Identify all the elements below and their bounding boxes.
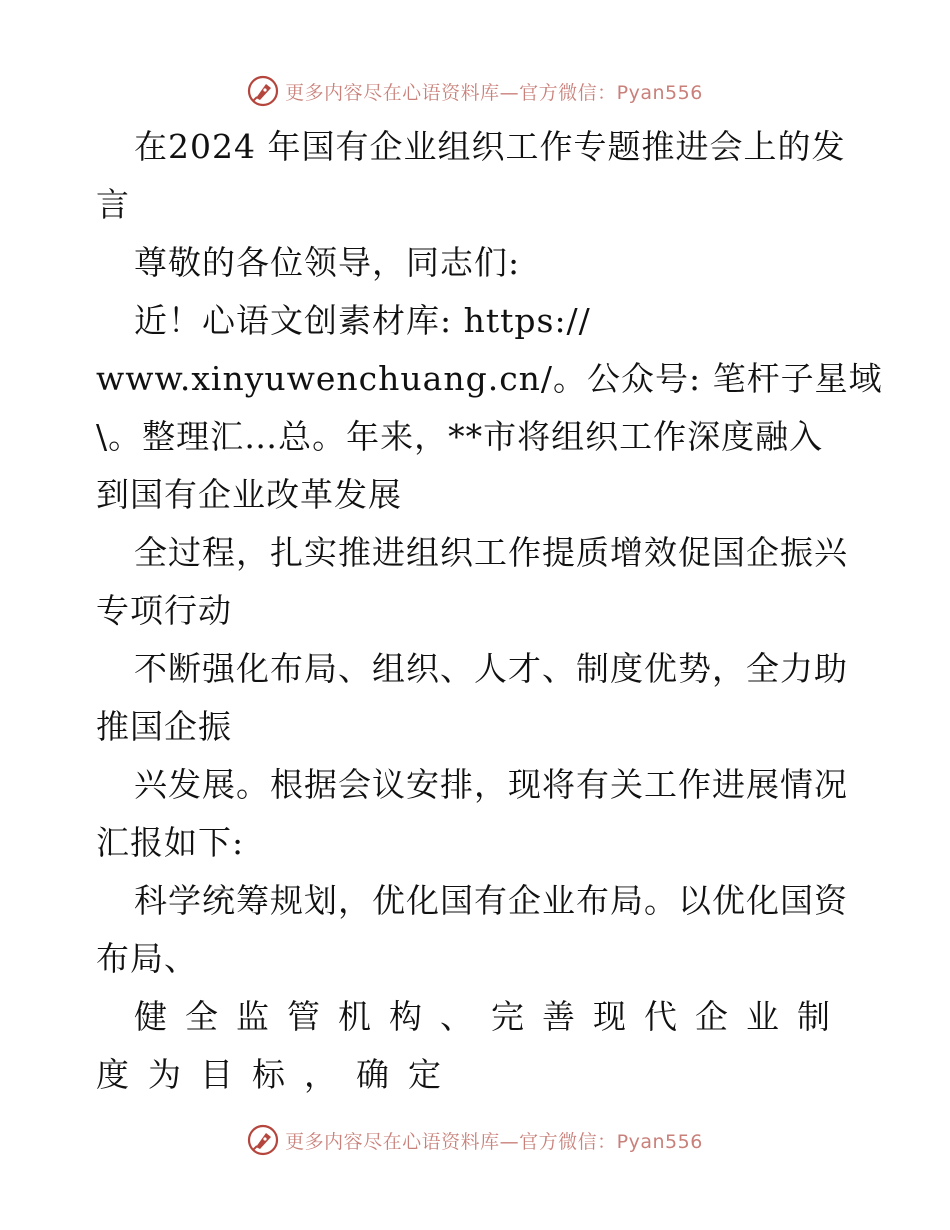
paragraph-line: 度为目标，确定 bbox=[96, 1055, 460, 1094]
header-watermark-text: 更多内容尽在心语资料库—官方微信：Pyan556 bbox=[285, 81, 703, 104]
paragraph-line: \。整理汇…总。年来，**市将组织工作深度融入 bbox=[96, 417, 824, 456]
paragraph-line: 兴发展。根据会议安排，现将有关工作进展情况 bbox=[134, 765, 848, 804]
document-body bbox=[96, 118, 883, 1104]
document-title-line-2: 言 bbox=[96, 185, 130, 224]
document-title-line-1: 在2024 年国有企业组织工作专题推进会上的发 bbox=[134, 127, 846, 166]
pen-nib-logo-icon bbox=[247, 75, 279, 107]
pen-nib-logo-icon bbox=[247, 1124, 279, 1156]
paragraph-line: 专项行动 bbox=[96, 591, 232, 630]
paragraph-line: www.xinyuwenchuang.cn/。公众号: 笔杆子星域 bbox=[96, 359, 883, 398]
footer-watermark bbox=[0, 1120, 950, 1160]
paragraph-line: 科学统筹规划，优化国有企业布局。以优化国资 bbox=[134, 881, 848, 920]
footer-watermark-text: 更多内容尽在心语资料库—官方微信：Pyan556 bbox=[285, 1130, 703, 1153]
paragraph-line: 全过程，扎实推进组织工作提质增效促国企振兴 bbox=[134, 533, 848, 572]
paragraph-line: 汇报如下: bbox=[96, 823, 245, 862]
paragraph-line: 健全监管机构、完善现代企业制 bbox=[134, 997, 848, 1036]
paragraph-line: 布局、 bbox=[96, 939, 198, 978]
paragraph-line: 不断强化布局、组织、人才、制度优势，全力助 bbox=[134, 649, 848, 688]
salutation: 尊敬的各位领导，同志们: bbox=[134, 243, 521, 282]
paragraph-line: 近！心语文创素材库: https:// bbox=[134, 301, 591, 340]
paragraph-line: 到国有企业改革发展 bbox=[96, 475, 402, 514]
header-watermark bbox=[0, 71, 950, 111]
paragraph-line: 推国企振 bbox=[96, 707, 232, 746]
